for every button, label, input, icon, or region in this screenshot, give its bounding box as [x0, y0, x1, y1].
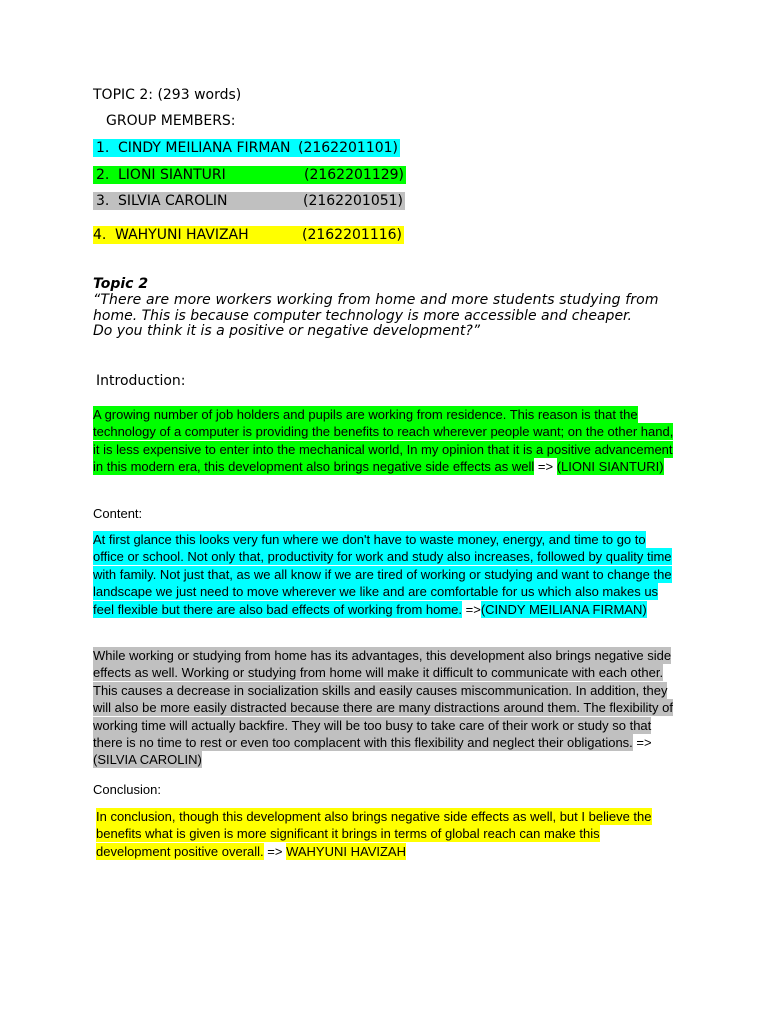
conclusion-text: In conclusion, though this development also brings negative side effects as well, but I believe the benefits what is given is more significant it brings in terms of global reach can make this development positive overall. [96, 809, 652, 859]
member-number: 1. [96, 140, 110, 156]
arrow: => [534, 459, 557, 475]
member-id: (2162201116) [302, 227, 402, 243]
topic-quote-line-2: home. This is because computer technology is more accessible and cheaper. [93, 308, 632, 324]
member-name: CINDY MEILIANA FIRMAN [118, 140, 291, 156]
member-row-4 [93, 226, 404, 244]
member-number: 3. [96, 193, 110, 209]
author-tag: (SILVIA CAROLIN) [93, 752, 202, 768]
topic-quote-line-3: Do you think it is a positive or negative development?” [93, 323, 480, 339]
member-row-1 [93, 139, 400, 157]
member-id: (2162201051) [303, 193, 403, 209]
member-name: SILVIA CAROLIN [118, 193, 228, 209]
content-text-2: While working or studying from home has its advantages, this development also brings negative side effects as well. Working or studying from home will make it difficult to communicate with each other. This causes a decrease in socialization skills and easily causes miscommunication. In addition, they will also be more easily distracted because there are many distractions around them. The flexibility of working time will actually backfire. They will be too busy to take care of their work or study so that there is no time to rest or even too complacent with this flexibility and neglect their obligations. [93, 648, 673, 751]
arrow: => [632, 735, 652, 751]
introduction-heading: Introduction: [96, 373, 186, 389]
introduction-text: A growing number of job holders and pupils are working from residence. This reason is that the technology of a computer is providing the benefits to reach wherever people want; on the other hand, it is less expensive to enter into the mechanical world, In my opinion that it is a positive advancement in this modern era, this development also brings negative side effects as well [93, 407, 674, 475]
member-number: 2. [96, 167, 110, 183]
content-heading: Content: [93, 506, 143, 521]
introduction-paragraph [93, 406, 675, 476]
content-paragraph-1 [93, 531, 675, 618]
member-row-3 [93, 192, 405, 210]
content-text-1: At first glance this looks very fun where we don't have to waste money, energy, and time to go to office or school. Not only that, productivity for work and study also increases, followed by quality time with family. Not just that, as we all know if we are tired of working or studying and want to change the landscape we just need to move wherever we like and are comfortable for us which also makes us feel flexible but there are also bad effects of working from home. [93, 532, 672, 617]
content-paragraph-2 [93, 647, 675, 769]
topic-line: TOPIC 2: (293 words) [93, 87, 242, 103]
author-tag: (LIONI SIANTURI) [556, 459, 664, 475]
member-row-2 [93, 166, 406, 184]
member-number: 4. [93, 227, 107, 243]
author-tag: (CINDY MEILIANA FIRMAN) [480, 601, 647, 617]
arrow: => [263, 843, 287, 859]
arrow: => [462, 601, 481, 617]
member-id: (2162201129) [304, 167, 404, 183]
member-name: LIONI SIANTURI [118, 167, 226, 183]
conclusion-paragraph [96, 808, 662, 860]
member-name: WAHYUNI HAVIZAH [115, 227, 249, 243]
author-tag: WAHYUNI HAVIZAH [286, 843, 406, 859]
topic-quote-line-1: “There are more workers working from home and more students studying from [93, 292, 659, 308]
member-id: (2162201101) [298, 140, 398, 156]
conclusion-heading: Conclusion: [93, 782, 161, 797]
topic-title: Topic 2 [93, 276, 149, 292]
group-members-label: GROUP MEMBERS: [106, 113, 236, 129]
